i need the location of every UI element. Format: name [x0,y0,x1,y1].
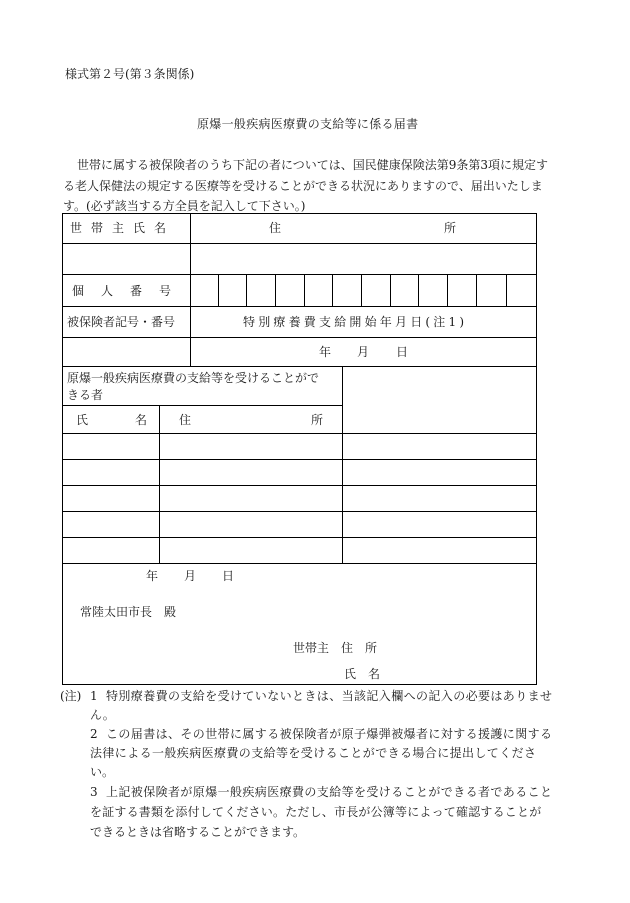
start-date-year: 年 [319,345,332,359]
start-date-header: 特別療養費支給開始年月日(注1) [243,315,468,329]
insurance-number-label: 被保険者記号・番号 [67,315,176,329]
eligible-row[interactable] [63,538,536,562]
note-2-line1: この届書は、その世帯に属する被保険者が原子爆弾被爆者に対する援護に関する [106,727,553,741]
eligible-addr-col-b: 所 [311,413,324,427]
note-3-line2: を証する書類を添付してください。ただし、市長が公簿等によって確認することが [90,805,542,819]
eligible-name-col-b: 名 [135,413,148,427]
householder-name-field[interactable] [63,244,189,273]
note-1-line1: 特別療養費の支給を受けていないときは、当該記入欄への記入の必要はありませ [106,689,553,703]
householder-sign-name-label: 氏 名 [344,667,381,681]
start-date-day: 日 [396,345,409,359]
personal-number-field[interactable] [191,275,536,305]
householder-address-field[interactable] [191,244,536,273]
note-3-number: 3 [90,785,98,799]
eligible-row[interactable] [63,512,536,536]
intro-line-1: 世帯に属する被保険者のうち下記の者については、国民健康保険法第9条第3項に規定す [77,158,549,172]
note-1-line2: ん。 [90,708,115,722]
submit-date-month: 月 [184,569,197,583]
householder-name-label: 世帯主氏名 [70,221,176,235]
householder-address-label: 世帯主 住 所 [293,641,378,655]
addressee: 常陸太田市長 殿 [80,605,177,619]
eligible-row[interactable] [63,434,536,458]
form-number: 様式第２号(第３条関係) [65,67,195,81]
notes-prefix: (注) [60,689,82,703]
personal-number-label: 個人番号 [72,284,189,298]
submit-date-year: 年 [146,569,159,583]
note-3-line1: 上記被保険者が原爆一般疾病医療費の支給等を受けることができる者であること [106,785,553,799]
eligible-header-line2: きる者 [67,388,104,402]
note-1-number: 1 [90,689,98,703]
intro-line-3: す。(必ず該当する方全員を記入して下さい。) [63,199,306,213]
address-label-a: 住 [269,221,282,235]
eligible-name-col-a: 氏 [76,413,89,427]
note-3-line3: できるときは省略することができます。 [90,825,306,839]
note-2-number: 2 [90,727,98,741]
intro-line-2: る老人保健法の規定する医療等を受けることができる状況にありますので、届出いたしま [63,179,543,193]
eligible-header-line1: 原爆一般疾病医療費の支給等を受けることがで [67,371,320,385]
note-2-line2: 法律による一般疾病医療費の支給等を受けることができる場合に提出してくださ [90,746,537,760]
start-date-month: 月 [357,345,370,359]
eligible-row[interactable] [63,460,536,484]
insurance-number-field[interactable] [63,338,189,365]
eligible-addr-col-a: 住 [179,413,192,427]
submit-date-day: 日 [222,569,235,583]
page-title: 原爆一般疾病医療費の支給等に係る届書 [197,117,419,131]
eligible-row[interactable] [63,486,536,510]
note-2-line3: い。 [90,765,115,779]
address-label-b: 所 [444,221,457,235]
